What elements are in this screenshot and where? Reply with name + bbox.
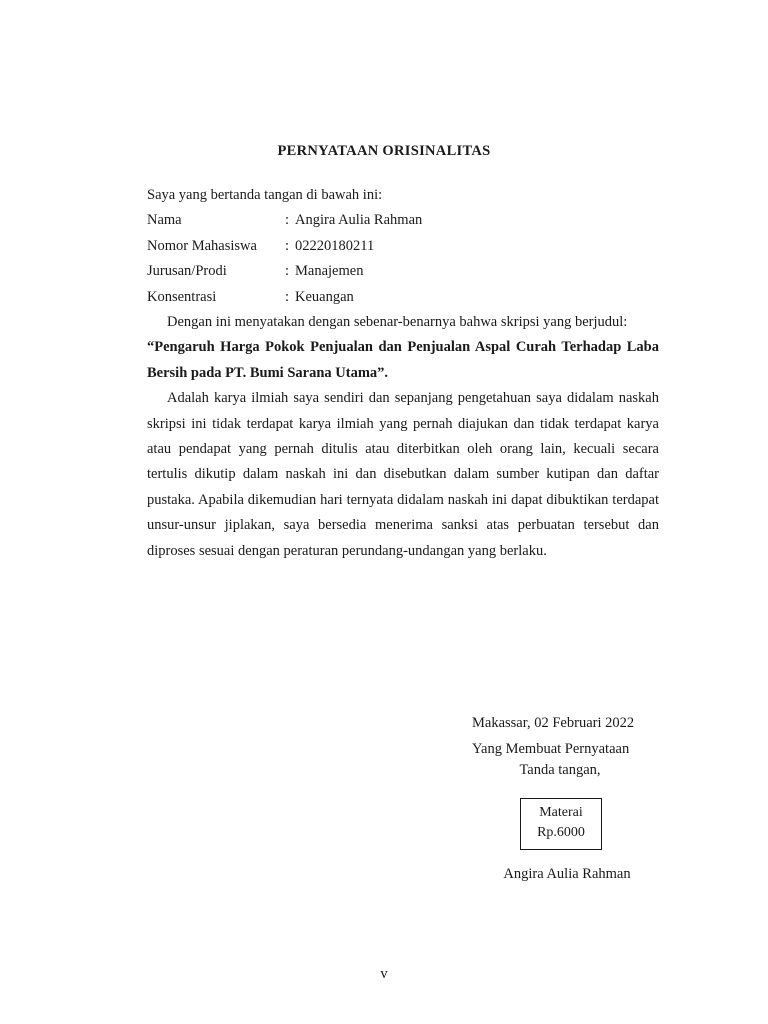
thesis-title: “Pengaruh Harga Pokok Penjualan dan Penjualan Aspal Curah Terhadap Laba Bersih pada PT. Bumi Sarana Utama”.	[147, 339, 659, 381]
field-separator: :	[285, 212, 290, 229]
field-label: Konsentrasi	[147, 288, 217, 305]
place-date: Makassar, 02 Februari 2022	[472, 715, 635, 731]
field-label: Nomor Mahasiswa	[147, 237, 257, 254]
sign-label: Tanda tangan,	[519, 762, 601, 778]
document-body	[147, 183, 659, 564]
field-separator: :	[285, 237, 290, 254]
field-value: 02220180211	[295, 237, 375, 254]
field-row-jurusan	[147, 259, 659, 284]
document-title: PERNYATAAN ORISINALITAS	[277, 143, 491, 159]
field-row-konsentrasi	[147, 285, 659, 310]
field-row-nomor-mahasiswa	[147, 234, 659, 259]
field-separator: :	[285, 288, 290, 305]
stamp-line-1: Materai	[539, 805, 583, 820]
stamp-box	[520, 798, 602, 850]
page-number: v	[380, 966, 388, 982]
signature-block	[472, 710, 634, 762]
field-value: Manajemen	[295, 263, 364, 280]
field-value: Angira Aulia Rahman	[295, 212, 423, 229]
stamp-line-2: Rp.6000	[537, 825, 585, 840]
field-value: Keuangan	[295, 288, 354, 305]
field-label: Nama	[147, 212, 182, 229]
intro-text: Saya yang bertanda tangan di bawah ini:	[147, 187, 383, 203]
field-label: Jurusan/Prodi	[147, 263, 227, 280]
statement-text: Dengan ini menyatakan dengan sebenar-benarnya bahwa skripsi yang berjudul:	[167, 313, 628, 330]
declaration-paragraph: Adalah karya ilmiah saya sendiri dan sepanjang pengetahuan saya didalam naskah skripsi ini tidak terdapat karya ilmiah yang pernah diajukan dan tidak terdapat karya atau pendapat yang pernah ditulis atau diterbitkan oleh orang lain, kecuali secara tertulis dikutip dalam naskah ini dan disebutkan dalam sumber kutipan dan daftar pustaka. Apabila dikemudian hari ternyata didalam naskah ini dapat dibuktikan terdapat unsur-unsur jiplakan, saya bersedia menerima sanksi atas perbuatan tersebut dan diproses sesuai dengan peraturan perundang-undangan yang berlaku.	[147, 390, 659, 559]
signer-name: Angira Aulia Rahman	[503, 866, 631, 882]
field-separator: :	[285, 263, 290, 280]
field-row-nama	[147, 208, 659, 233]
signer-role: Yang Membuat Pernyataan	[472, 741, 630, 757]
